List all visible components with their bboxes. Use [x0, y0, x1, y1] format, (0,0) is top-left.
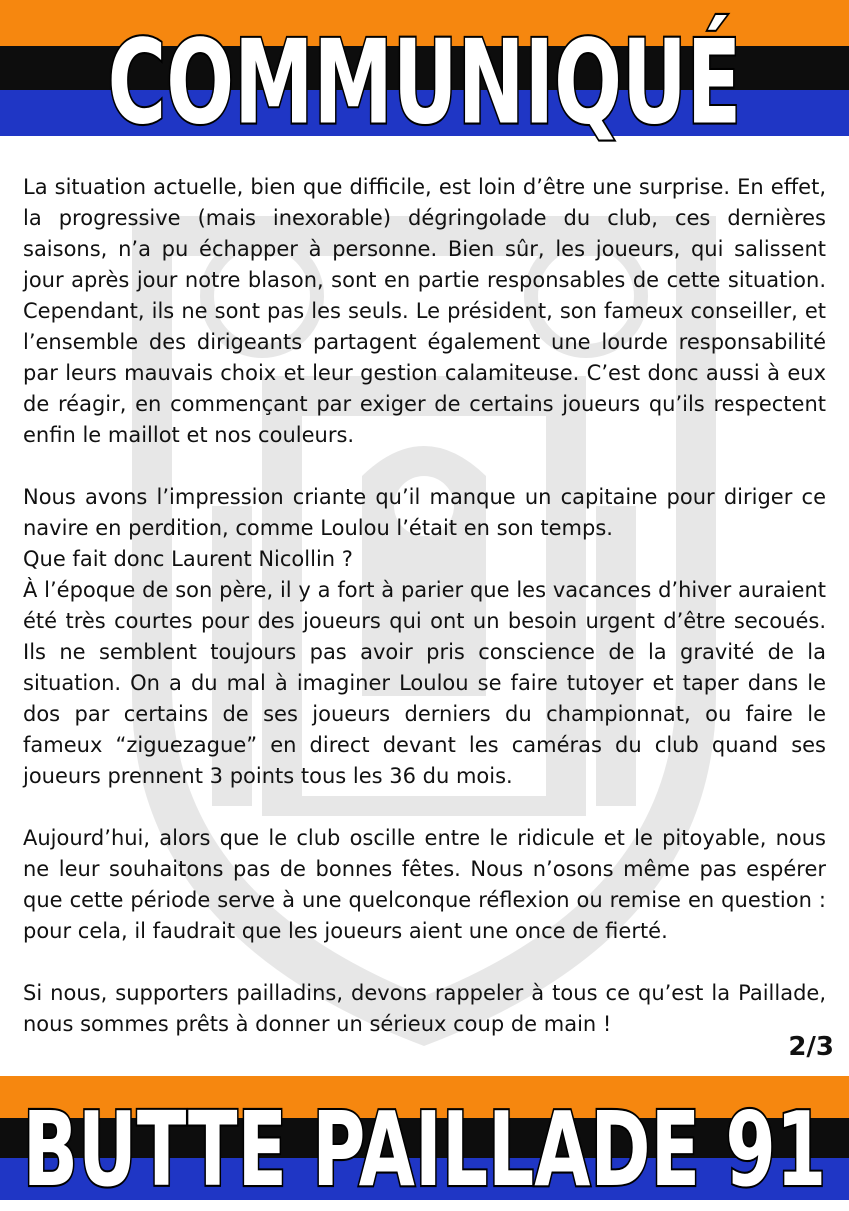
paragraph-2	[23, 482, 826, 792]
footer-banner	[0, 1076, 849, 1211]
page-number: 2/3	[788, 1032, 834, 1062]
paragraph-2-line-1: Nous avons l’impression criante qu’il manque un capitaine pour diriger ce navire en perdition, comme Loulou l’était en son temps.	[23, 485, 826, 540]
paragraph-2-line-3: À l’époque de son père, il y a fort à parier que les vacances d’hiver auraient été très courtes pour des joueurs qui ont un besoin urgent d’être secoués. Ils ne semblent toujours pas avoir pris conscience de la gravité de la situation. On a du mal à imaginer Loulou se faire tutoyer et taper dans le dos par certains de ses joueurs derniers du championnat, ou faire le fameux “ziguezague” en direct devant les caméras du club quand ses joueurs prennent 3 points tous les 36 du mois.	[23, 578, 826, 788]
header-title: COMMUNIQUÉ	[107, 14, 742, 150]
header-banner	[0, 0, 849, 150]
paragraph-1: La situation actuelle, bien que difficile, est loin d’être une surprise. En effet, la progressive (mais inexorable) dégringolade du club, ces dernières saisons, n’a pu échapper à personne. Bien sûr, les joueurs, qui salissent jour après jour notre blason, sont en partie responsables de cette situation. Cependant, ils ne sont pas les seuls. Le président, son fameux conseiller, et l’ensemble des dirigeants partagent également une lourde responsabilité par leurs mauvais choix et leur gestion calamiteuse. C’est donc aussi à eux de réagir, en commençant par exiger de certains joueurs qu’ils respectent enfin le maillot et nos couleurs.	[23, 175, 826, 447]
paragraph-4: Si nous, supporters pailladins, devons rappeler à tous ce qu’est la Paillade, nous sommes prêts à donner un sérieux coup de main !	[23, 981, 826, 1036]
communique-body	[23, 172, 826, 1071]
footer-title: BUTTE PAILLADE 91	[22, 1091, 827, 1211]
paragraph-3: Aujourd’hui, alors que le club oscille entre le ridicule et le pitoyable, nous ne leur souhaitons pas de bonnes fêtes. Nous n’osons même pas espérer que cette période serve à une quelconque réflexion ou remise en question : pour cela, il faudrait que les joueurs aient une once de fierté.	[23, 826, 826, 943]
paragraph-2-line-2: Que fait donc Laurent Nicollin ?	[23, 547, 353, 571]
